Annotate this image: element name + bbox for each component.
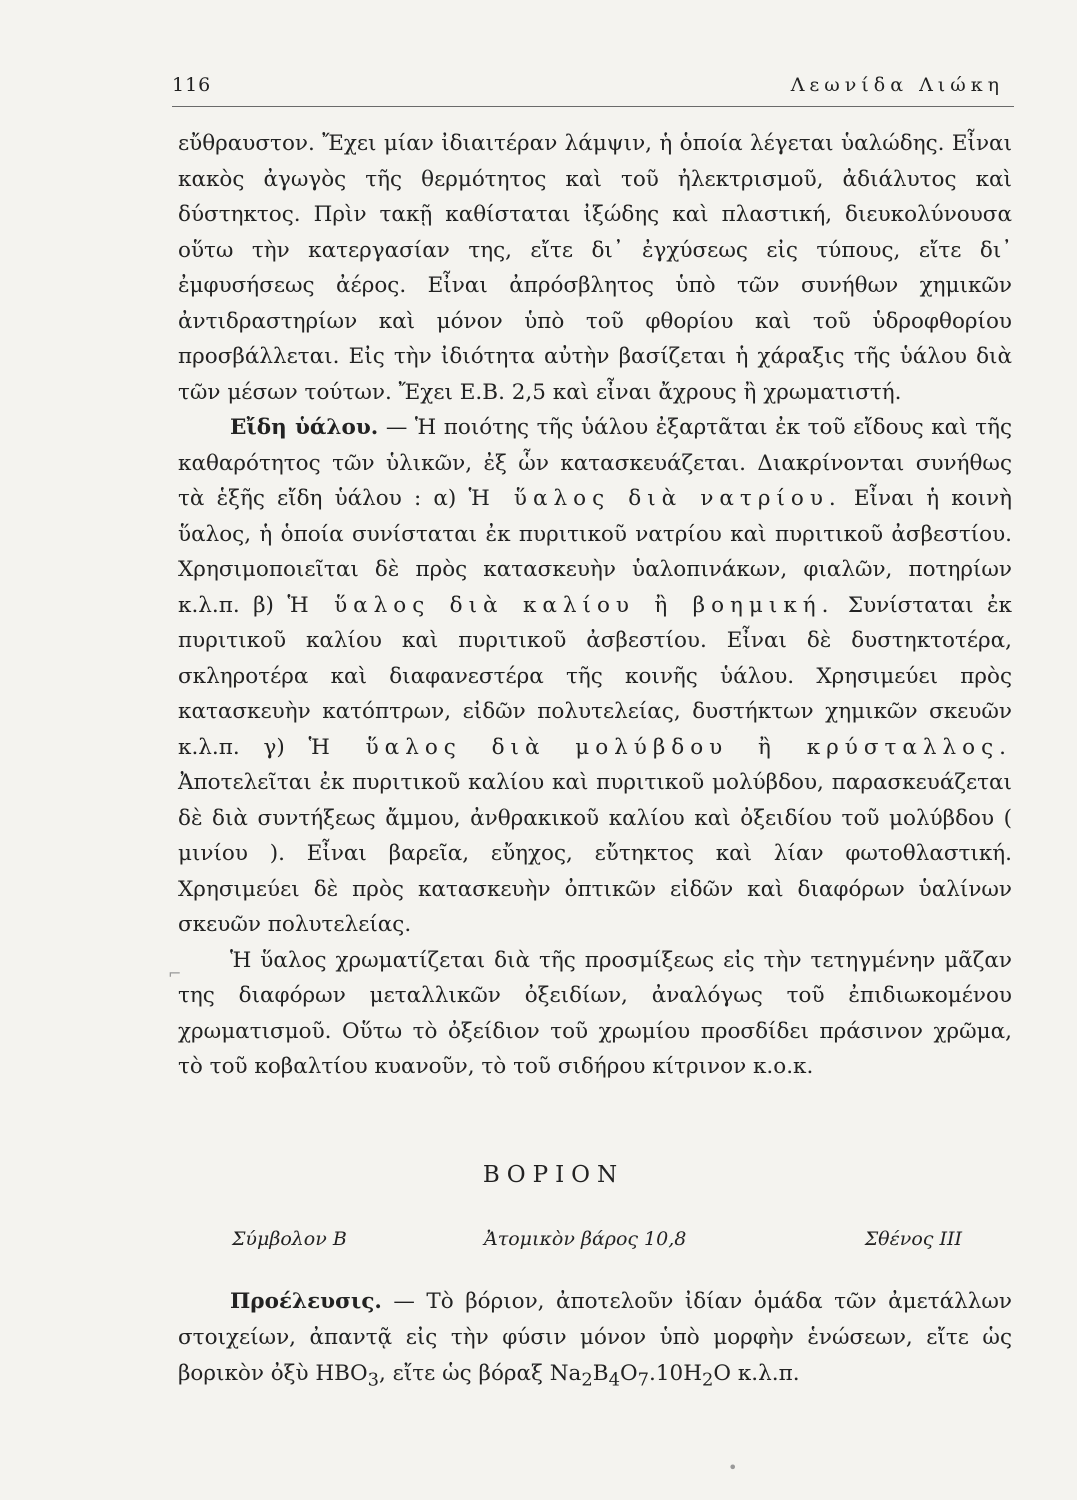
margin-mark: ⌐ — [168, 964, 182, 983]
provenance-section — [178, 1284, 1012, 1398]
text-run: Ἀποτελεῖται ἐκ πυριτικοῦ καλίου καὶ πυριτικοῦ μολύβδου, παρασκευάζεται δὲ διὰ συντήξεως ἄμμου, ἀνθρακικοῦ καλίου καὶ ὀξειδίου τοῦ μολύβδου ( μινίου ). Εἶναι βαρεῖα, εὔηχος, εὔτηκτος καὶ λίαν φωτοθλαστική. Χρησιμεύει δὲ πρὸς κατασκευὴν ὀπτικῶν εἰδῶν καὶ διαφόρων ὑαλίνων σκευῶν πολυτελείας. — [178, 770, 1012, 937]
text-run: , εἴτε ὡς βόραξ Na — [379, 1361, 582, 1386]
header-rule — [172, 106, 1014, 107]
spaced-term: Ἡ ὕαλος διὰ μολύβδου ἢ κρύσταλλος. — [308, 734, 1012, 760]
spec-symbol: Σύμβολον Β — [232, 1228, 347, 1250]
text-run: Εἶναι ἡ κοινὴ ὕαλος, ἡ ὁποία συνίσταται ἐκ πυριτικοῦ νατρίου καὶ πυριτικοῦ ἀσβεστίου. Χρησιμοποιεῖται δὲ πρὸς κατασκευὴν ὑαλοπινάκων, φιαλῶν, ποτηρίων κ.λ.π. β) — [178, 486, 1012, 618]
paragraph-glass-properties: εὔθραυστον. Ἔχει μίαν ἰδιαιτέραν λάμψιν, ἡ ὁποία λέγεται ὑαλώδης. Εἶναι κακὸς ἀγωγὸς τῆς θερμότητος καὶ τοῦ ἠλεκτρισμοῦ, ἀδιάλυτος καὶ δύστηκτος. Πρὶν τακῇ καθίσταται ἰξώδης καὶ πλαστική, διευκολύνουσα οὕτω τὴν κατεργασίαν της, εἴτε δι᾿ ἐγχύσεως εἰς τύπους, εἴτε δι᾿ ἐμφυσήσεως ἀέρος. Εἶναι ἀπρόσβλητος ὑπὸ τῶν συνήθων χημικῶν ἀντιδραστηρίων καὶ μόνον ὑπὸ τοῦ φθορίου καὶ τοῦ ὑδροφθορίου προσβάλλεται. Εἰς τὴν ἰδιότητα αὐτὴν βασίζεται ἡ χάραξις τῆς ὑάλου διὰ τῶν μέσων τούτων. Ἔχει Ε.Β. 2,5 καὶ εἶναι ἄχρους ἢ χρωματιστή. — [178, 131, 1012, 405]
subscript: 4 — [608, 1369, 620, 1391]
spec-atomic-mass: Ἀτομικὸν βάρος 10,8 — [484, 1228, 687, 1250]
speck-mark: • — [728, 1458, 738, 1477]
subscript: 2 — [702, 1369, 714, 1391]
page-number: 116 — [172, 74, 212, 96]
text-run: B — [592, 1361, 609, 1386]
text-run: — Ἡ ποιότης τῆς ὑάλου ἐξαρτᾶται ἐκ τοῦ εἴδους καὶ τῆς καθαρότητος τῶν ὑλικῶν, ἐξ ὧν κατασκευάζεται. Διακρίνονται συνήθως τὰ ἑξῆς εἴδη ὑάλου : α) — [178, 415, 1012, 511]
subscript: 7 — [637, 1369, 650, 1391]
element-specs — [232, 1228, 962, 1258]
page-header — [172, 74, 1012, 104]
paragraph-provenance — [178, 1284, 1012, 1398]
paragraph-glass-types — [178, 410, 1012, 943]
text-run: — Τὸ βόριον, ἀποτελοῦν ἰδίαν ὁμάδα τῶν ἀμετάλλων στοιχείων, ἀπαντᾷ εἰς τὴν φύσιν μόνον ὑπὸ μορφὴν ἑνώσεων, εἴτε ὡς βορικὸν ὀξὺ ΗΒΟ — [178, 1289, 1012, 1386]
paragraph-heading: Προέλευσις. — [230, 1289, 382, 1314]
spec-valence: Σθένος ΙΙΙ — [864, 1228, 962, 1250]
main-text — [178, 126, 1012, 1085]
paragraph-heading: Εἴδη ὑάλου. — [230, 415, 379, 440]
text-run: Συνίσταται ἐκ πυριτικοῦ καλίου καὶ πυριτικοῦ ἀσβεστίου. Εἶναι δὲ δυστηκτοτέρα, σκληροτέρα καὶ διαφανεστέρα τῆς κοινῆς ὑάλου. Χρησιμεύει πρὸς κατασκευὴν κατόπτρων, εἰδῶν πολυτελείας, δυστήκτων χημικῶν σκευῶν κ.λ.π. γ) — [178, 592, 1012, 760]
text-run: O — [620, 1361, 638, 1386]
text-run: O κ.λ.π. — [713, 1361, 800, 1386]
subscript: 3 — [367, 1369, 380, 1391]
subscript: 2 — [581, 1369, 593, 1391]
running-title: Λεωνίδα Λιώκη — [790, 74, 1004, 96]
spaced-term: Ἡ ὕαλος διὰ καλίου ἢ βοημική. — [287, 592, 835, 618]
spaced-term: Ἡ ὕαλος διὰ νατρίου. — [468, 486, 842, 511]
paragraph-glass-coloring: Ἡ ὕαλος χρωματίζεται διὰ τῆς προσμίξεως εἰς τὴν τετηγμένην μᾶζαν της διαφόρων μεταλλικῶν ὀξειδίων, ἀναλόγως τοῦ ἐπιδιωκομένου χρωματισμοῦ. Οὕτω τὸ ὀξείδιον τοῦ χρωμίου προσδίδει πράσινον χρῶμα, τὸ τοῦ κοβαλτίου κυανοῦν, τὸ τοῦ σιδήρου κίτρινον κ.ο.κ. — [178, 947, 1012, 1079]
text-run: .10H — [649, 1361, 702, 1386]
section-title: ΒΟΡΙΟΝ — [482, 1162, 625, 1188]
